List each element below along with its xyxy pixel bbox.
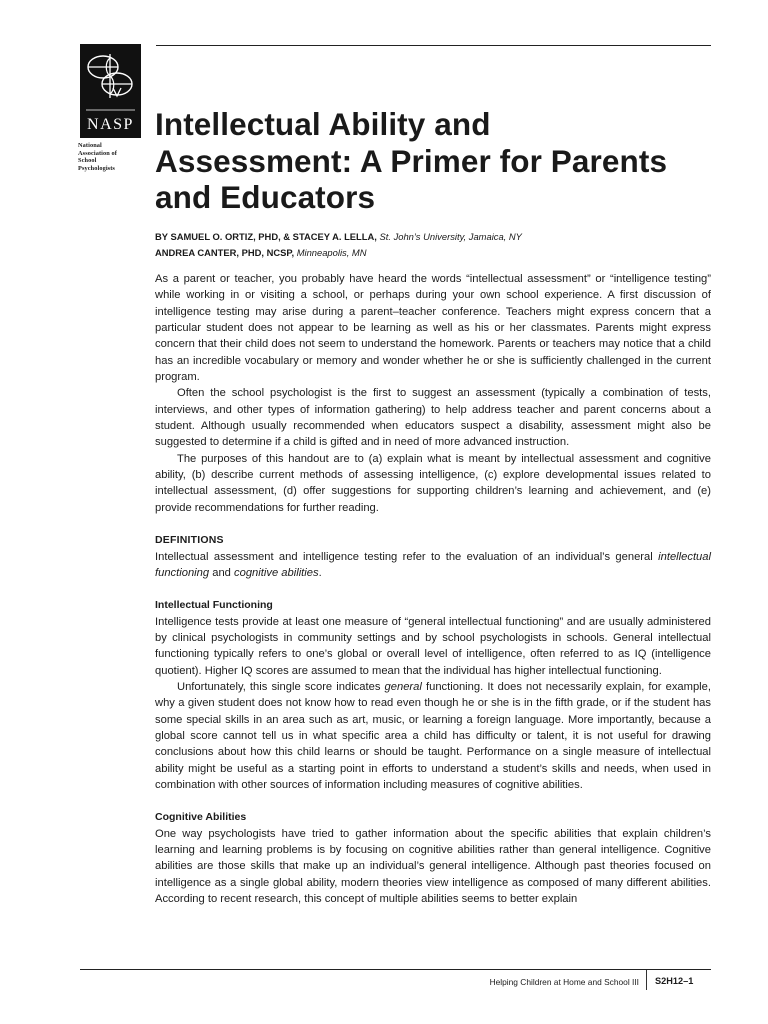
footer-series: Helping Children at Home and School III: [489, 977, 639, 987]
affiliation-2: Minneapolis, MN: [296, 247, 367, 258]
byline-line-2: [155, 245, 522, 261]
intro-paragraph-1: As a parent or teacher, you probably have heard the words “intellectual assessment” or “intelligence testing” while working in or visiting a school, or perhaps during your own school experience. A first discussion of intelligence testing may arise during a parent–teacher conference. Teachers might express concern that a particular student does not appear to be learning as well as his or her classmates. Parents might express concern that their child does not seem to understand the homework. Parents or teachers may notice that a child has an incredible vocabulary or memory and wonder whether he or she is sufficiently challenged in the current program.: [155, 273, 711, 384]
intro-paragraph-2: Often the school psychologist is the first to suggest an assessment (typically a combination of tests, interviews, and other types of information gathering) to help address teacher and parent concerns about a student. Although usually recommended when educators suspect a disability, assessment might also be suggested to determine if a child is gifted and in need of more advanced instruction.: [155, 387, 711, 449]
bottom-divider: [80, 969, 711, 970]
intellectual-functioning-paragraph-1: Intelligence tests provide at least one measure of “general intellectual functioning” and are usually administered by clinical psychologists in community settings and by school psychologists in schools. General intellectual functioning typically refers to one’s global or overall level of intelligence, often referred to as IQ (intelligence quotient). Higher IQ scores are assumed to mean that the individual has higher intellectual functioning.: [155, 615, 711, 677]
definitions-paragraph: Intellectual assessment and intelligence testing refer to the evaluation of an individual’s general intellectual functioning and cognitive abilities.: [155, 550, 711, 579]
nasp-emblem-icon: [80, 44, 141, 138]
organization-name: National Association of School Psychologists: [78, 142, 118, 172]
affiliation-1: St. John’s University, Jamaica, NY: [379, 231, 522, 242]
footer-separator: [646, 970, 647, 990]
intellectual-functioning-heading: Intellectual Functioning: [155, 599, 273, 612]
byline: [155, 229, 522, 261]
footer-page-code: S2H12–1: [655, 976, 694, 986]
top-divider: [156, 45, 711, 46]
article-body: [155, 271, 711, 907]
definitions-heading: DEFINITIONS: [155, 534, 224, 547]
page-title: Intellectual Ability and Assessment: A Primer for Parents and Educators: [155, 106, 668, 215]
intro-paragraph-3: The purposes of this handout are to (a) explain what is meant by intellectual assessment and cognitive ability, (b) describe current methods of assessing intelligence, (c) explore developmental issues related to intellectual assessment, (d) offer suggestions for supporting children’s learning and achievement, and (e) provide recommendations for further reading.: [155, 452, 711, 514]
authors-1: BY SAMUEL O. ORTIZ, PHD, & STACEY A. LELLA,: [155, 231, 377, 242]
svg-text:NASP: NASP: [87, 116, 134, 133]
authors-2: ANDREA CANTER, PHD, NCSP,: [155, 247, 295, 258]
intellectual-functioning-paragraph-2: Unfortunately, this single score indicates general functioning. It does not necessarily explain, for example, why a given student does not know how to read even though he or she is in the fifth grade, or if the student has some special skills in an area such as art, music, or learning a foreign language. More importantly, because a global score cannot tell us in what specific area a child has difficulty or talent, it is not useful for drawing conclusions about how this child learns or should be taught. Performance on a single measure of intellectual ability might be useful as a starting point in efforts to understand a student’s skills and needs, when used in combination with other sources of information including measures of cognitive abilities.: [155, 680, 711, 791]
byline-line-1: [155, 229, 522, 245]
nasp-logo: [80, 44, 141, 138]
cognitive-abilities-paragraph-1: One way psychologists have tried to gather information about the specific abilities that explain children’s learning and learning problems is by focusing on cognitive abilities rather than general intelligence. Cognitive abilities are those skills that make up an individual’s general intelligence. Although past theories focused on intelligence as a single global ability, modern theories view intelligence as composed of many different abilities. According to recent research, this concept of multiple abilities seems to better explain: [155, 827, 711, 906]
cognitive-abilities-heading: Cognitive Abilities: [155, 811, 247, 824]
